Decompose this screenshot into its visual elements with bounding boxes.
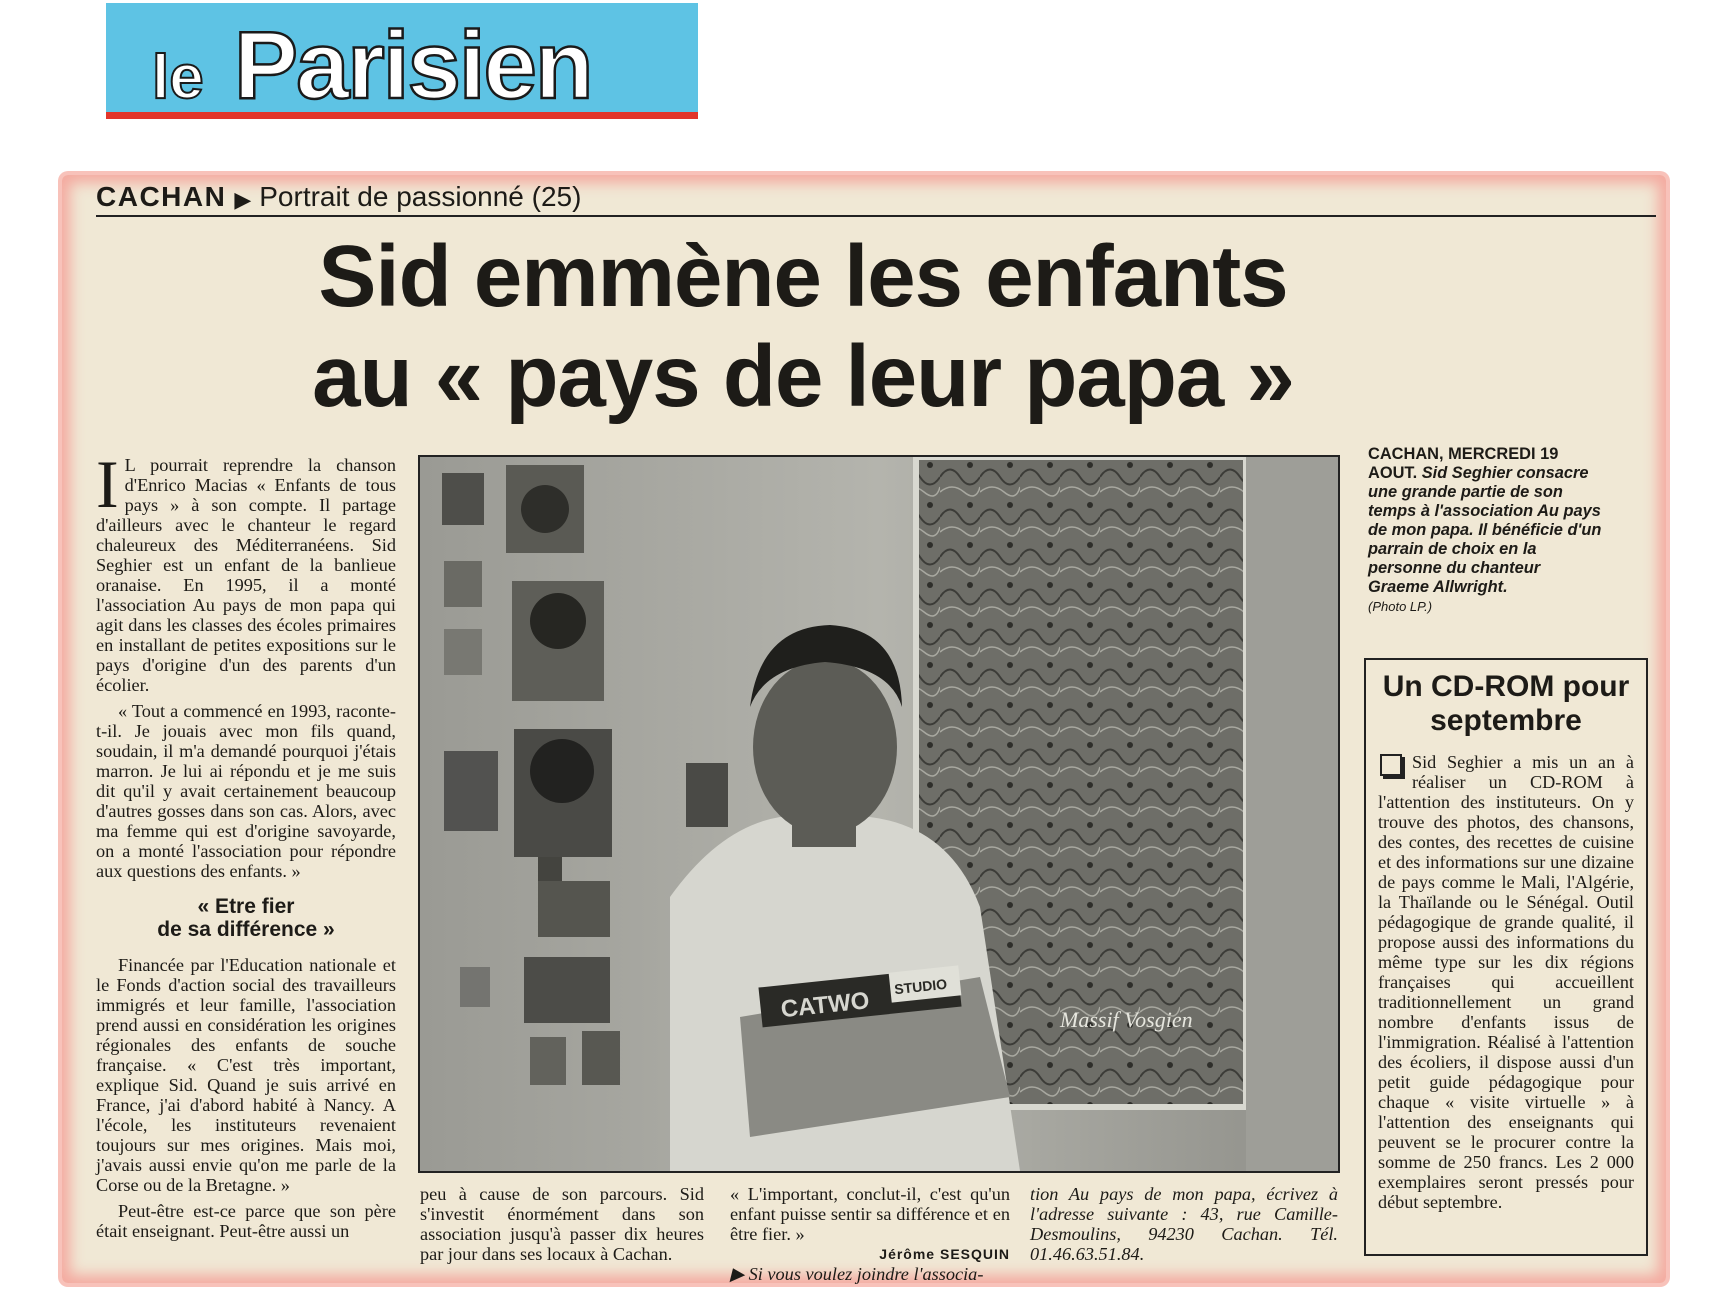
sidebar-box (1364, 658, 1648, 1256)
paragraph-father: Peut-être est-ce parce que son père était enseignant. Peut-être aussi un (96, 1201, 396, 1241)
shirt-print: CATWO (779, 987, 871, 1024)
logo-wordmark (106, 3, 698, 112)
headline-line-1: Sid emmène les enfants (318, 228, 1288, 325)
caption-credit: (Photo LP.) (1368, 599, 1433, 614)
headline-line-2: au « pays de leur papa » (312, 328, 1294, 425)
subheading-line-2: de sa différence » (157, 918, 335, 941)
logo-word-parisien: Parisien (234, 12, 592, 112)
subheading-line-1: « Etre fier (197, 895, 295, 918)
sidebar-body-text: Sid Seghier a mis un an à réaliser un CD-ROM à l'attention des instituteurs. On y trouve des photos, des chansons, des contes, des recettes de cuisine et des informations sur une dizaine de pays comme le Mali, l'Algérie, la Thaïlande ou le Sénégal. Outil pédagogique de grande qualité, il propose aussi des informations du même type sur les dix régions françaises qui accueillent traditionnellement un grand nombre d'enfants issus de l'immigration. Réalisé à l'attention des écoliers, il dispose aussi d'un petit guide pédagogique pour chaque « visite virtuelle » à l'attention des enseignants qui peuvent se le procurer contre la somme de 250 francs. Les 2 000 exemplaires seront pressés pour début septembre. (1378, 752, 1634, 1212)
newspaper-clipping (62, 175, 1666, 1283)
rubric-bar (96, 183, 1656, 217)
bottom-column-3 (730, 1184, 1010, 1284)
dropcap: I (96, 446, 119, 522)
caption-place: CACHAN, MERCREDI 19 AOUT. (1368, 445, 1559, 482)
le-parisien-logo (106, 3, 698, 119)
rubric-series: Portrait de passionné (25) (259, 181, 582, 212)
shirt-sign: STUDIO (893, 975, 948, 998)
logo-word-le: le (152, 43, 204, 112)
subheading (96, 895, 396, 941)
article-column-1 (96, 446, 396, 1247)
bottom-column-4: tion Au pays de mon papa, écrivez à l'adresse suivante : 43, rue Camille-Desmoulins, 94230 Cachan. Tél. 01.46.63.51.84. (1030, 1184, 1338, 1264)
paragraph-intro (96, 446, 396, 695)
caption-text: Sid Seghier consacre une grande partie de son temps à l'association Au pays de mon papa. Il bénéficie d'un parrain de choix en la personne du chanteur Graeme Allwright. (1368, 464, 1602, 596)
photo-sid-seghier (418, 455, 1340, 1173)
rubric-city: CACHAN (96, 181, 227, 212)
paragraph-funding: Financée par l'Education nationale et le Fonds d'action social des travailleurs immigrés et leur famille, l'association prend aussi en considération les origines régionales des enfants de souche française. « C'est très important, explique Sid. Quand je suis arrivé en France, j'ai d'abord habité à Nancy. A l'école, les instituteurs revenaient toujours sur mes origines. Mais moi, j'avais aussi envie qu'on me parle de la Corse ou de la Bretagne. » (96, 955, 396, 1195)
author-line (730, 1244, 1010, 1264)
photo-caption (1368, 445, 1602, 616)
sidebar-body (1378, 752, 1634, 1212)
author-signature: Jérôme SESQUIN (879, 1246, 1010, 1262)
contact-intro (730, 1264, 1010, 1284)
headline (98, 227, 1508, 427)
closing-quote: « L'important, conclut-il, c'est qu'un enfant puisse sentir sa différence et en être fier. » (730, 1184, 1010, 1244)
paragraph-intro-text: L pourrait reprendre la chanson d'Enrico Macias « Enfants de tous pays » à son compte. Il partage d'ailleurs avec le chanteur le regard chaleureux des Méditerranéens. Sid Seghier est un enfant de la banlieue oranaise. En 1995, il a monté l'association Au pays de mon papa qui agit dans les classes des écoles primaires en installant de petites expositions sur le pays d'origine d'un des parents d'un écolier. (96, 455, 396, 695)
bullet-square-icon (1380, 754, 1402, 776)
rubric-arrow-icon: ▶ (234, 187, 252, 212)
contact-arrow-icon: ▶ (730, 1264, 745, 1284)
photo-illustration (420, 457, 1338, 1171)
map-label: Massif Vosgien (1060, 1007, 1193, 1032)
contact-intro-text: Si vous voulez joindre l'associa- (748, 1264, 984, 1284)
paragraph-quote: « Tout a commencé en 1993, raconte-t-il. Je jouais avec mon fils quand, soudain, il m'a demandé pourquoi j'étais marron. Je lui ai répondu et je me suis dit qu'il y avait certainement beaucoup d'autres gosses dans son cas. Alors, avec ma femme qui est d'origine savoyarde, on a monté l'association pour répondre aux questions des enfants. » (96, 701, 396, 881)
bottom-column-2: peu à cause de son parcours. Sid s'investit énormément dans son association jusqu'à passer dix heures par jour dans ses locaux à Cachan. (420, 1184, 704, 1264)
sidebar-title: Un CD-ROM pour septembre (1382, 670, 1630, 737)
